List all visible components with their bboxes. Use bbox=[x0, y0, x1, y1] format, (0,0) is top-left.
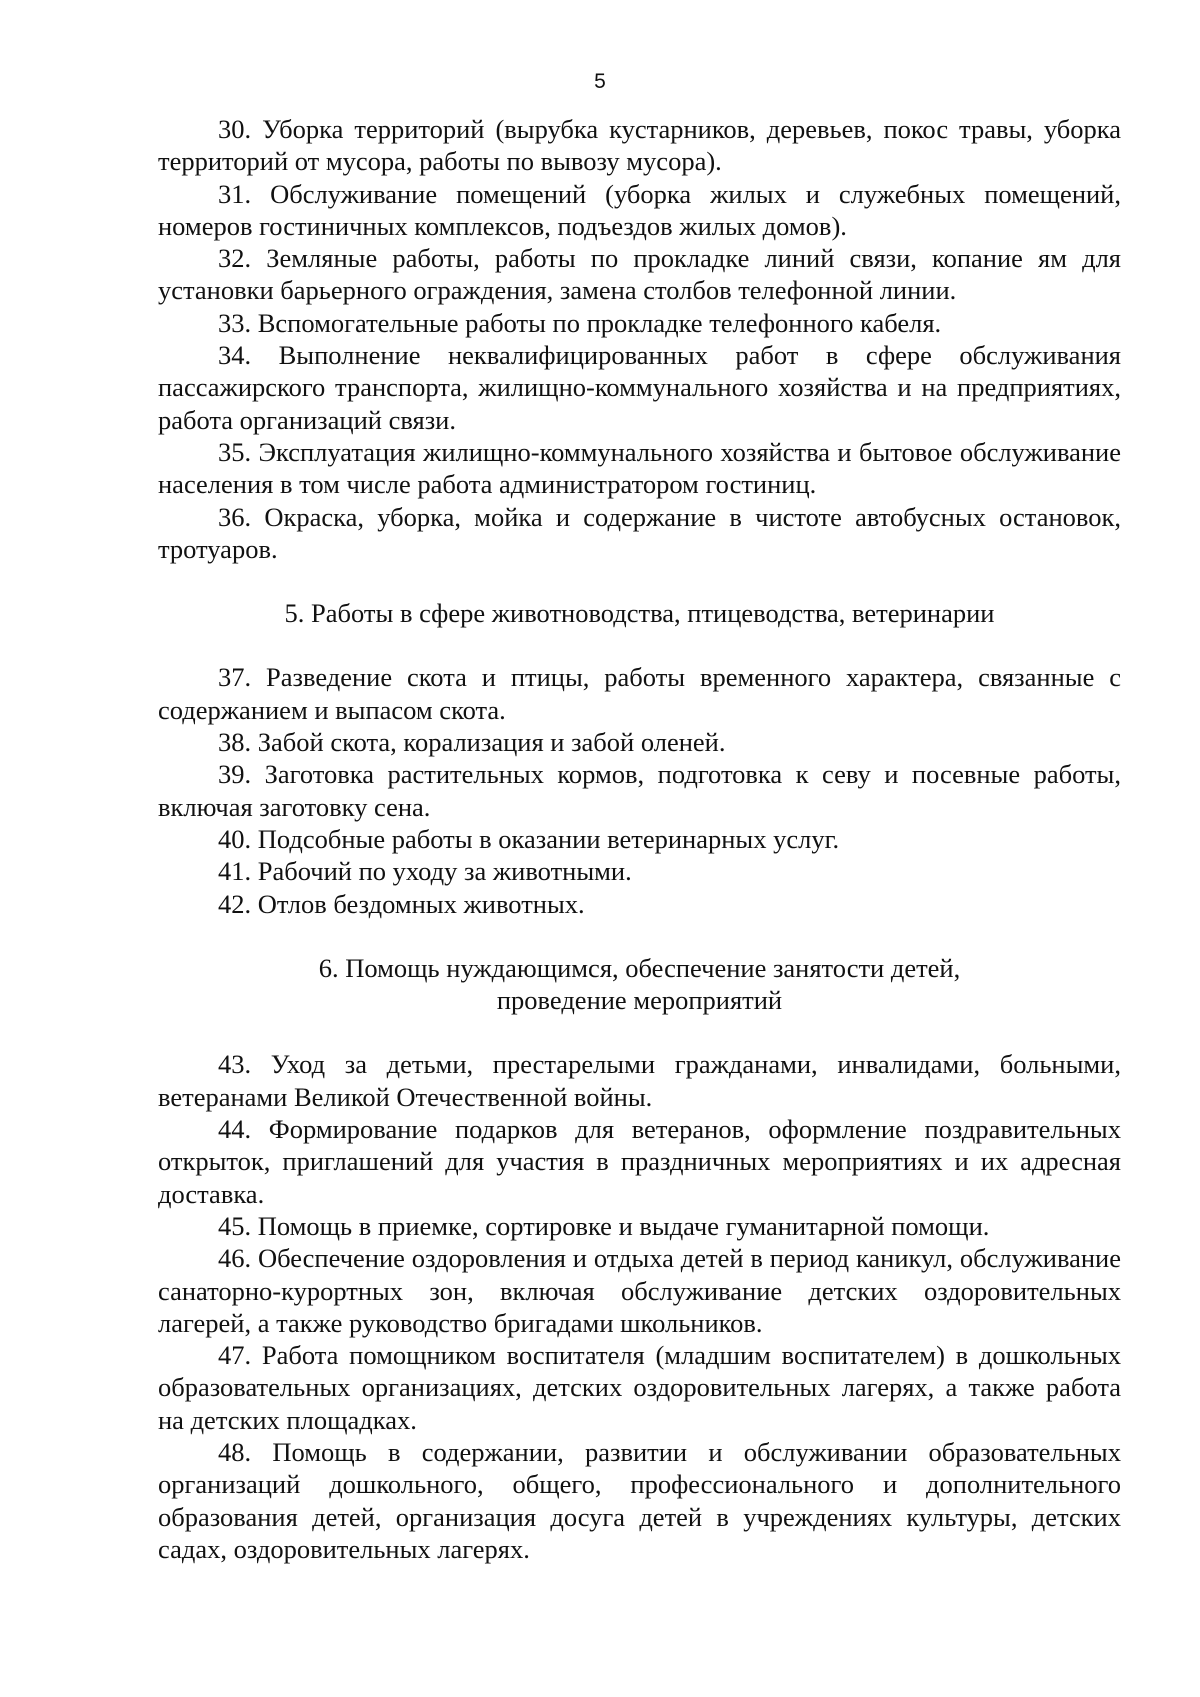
list-item: 48. Помощь в содержании, развитии и обслуживании образовательных организаций дошкольного, общего, профессионального и дополнительного образования детей, организация досуга детей в учреждениях культуры, детских садах, оздоровительных лагерях. bbox=[158, 1436, 1121, 1564]
list-item: 38. Забой скота, корализация и забой оленей. bbox=[218, 727, 726, 758]
list-item: 44. Формирование подарков для ветеранов, оформление поздравительных открыток, приглашений для участия в праздничных мероприятиях и их адресная доставка. bbox=[158, 1114, 1121, 1209]
section-heading-text: 5. Работы в сфере животноводства, птицеводства, ветеринарии bbox=[284, 598, 995, 629]
list-item: 30. Уборка территорий (вырубка кустарников, деревьев, покос травы, уборка территорий от мусора, работы по вывозу мусора). bbox=[158, 114, 1121, 177]
list-item: 39. Заготовка растительных кормов, подготовка к севу и посевные работы, включая заготовку сена. bbox=[158, 759, 1121, 822]
list-item: 37. Разведение скота и птицы, работы временного характера, связанные с содержанием и выпасом скота. bbox=[158, 662, 1121, 725]
list-item: 40. Подсобные работы в оказании ветеринарных услуг. bbox=[218, 823, 840, 854]
list-item: 41. Рабочий по уходу за животными. bbox=[218, 856, 632, 887]
list-item: 33. Вспомогательные работы по прокладке телефонного кабеля. bbox=[218, 307, 942, 338]
section-heading-line-1: 6. Помощь нуждающимся, обеспечение занятости детей, bbox=[318, 952, 961, 983]
list-item: 36. Окраска, уборка, мойка и содержание в чистоте автобусных остановок, тротуаров. bbox=[158, 501, 1121, 564]
list-item: 42. Отлов бездомных животных. bbox=[218, 888, 585, 919]
section-heading-line-2: проведение мероприятий bbox=[496, 985, 783, 1016]
section-heading-6 bbox=[158, 952, 1121, 1017]
list-item: 45. Помощь в приемке, сортировке и выдаче гуманитарной помощи. bbox=[218, 1210, 990, 1241]
list-item: 35. Эксплуатация жилищно-коммунального хозяйства и бытовое обслуживание населения в том числе работа администратором гостиниц. bbox=[158, 436, 1121, 500]
section-heading-5 bbox=[158, 597, 1121, 629]
list-item: 32. Земляные работы, работы по прокладке линий связи, копание ям для установки барьерного ограждения, замена столбов телефонной линии. bbox=[158, 243, 1121, 306]
list-item: 46. Обеспечение оздоровления и отдыха детей в период каникул, обслуживание санаторно-курортных зон, включая обслуживание детских оздоровительных лагерей, а также руководство бригадами школьников. bbox=[158, 1243, 1121, 1338]
document-body bbox=[158, 113, 1121, 1565]
list-item: 43. Уход за детьми, престарелыми гражданами, инвалидами, больными, ветеранами Великой Отечественной войны. bbox=[158, 1049, 1121, 1112]
list-item: 47. Работа помощником воспитателя (младшим воспитателем) в дошкольных образовательных организациях, детских оздоровительных лагерях, а также работа на детских площадках. bbox=[158, 1340, 1121, 1435]
list-item: 34. Выполнение неквалифицированных работ в сфере обслуживания пассажирского транспорта, жилищно-коммунального хозяйства и на предприятиях, работа организаций связи. bbox=[158, 340, 1121, 435]
list-item: 31. Обслуживание помещений (уборка жилых и служебных помещений, номеров гостиничных комплексов, подъездов жилых домов). bbox=[158, 178, 1121, 241]
page-number: 5 bbox=[594, 70, 606, 93]
